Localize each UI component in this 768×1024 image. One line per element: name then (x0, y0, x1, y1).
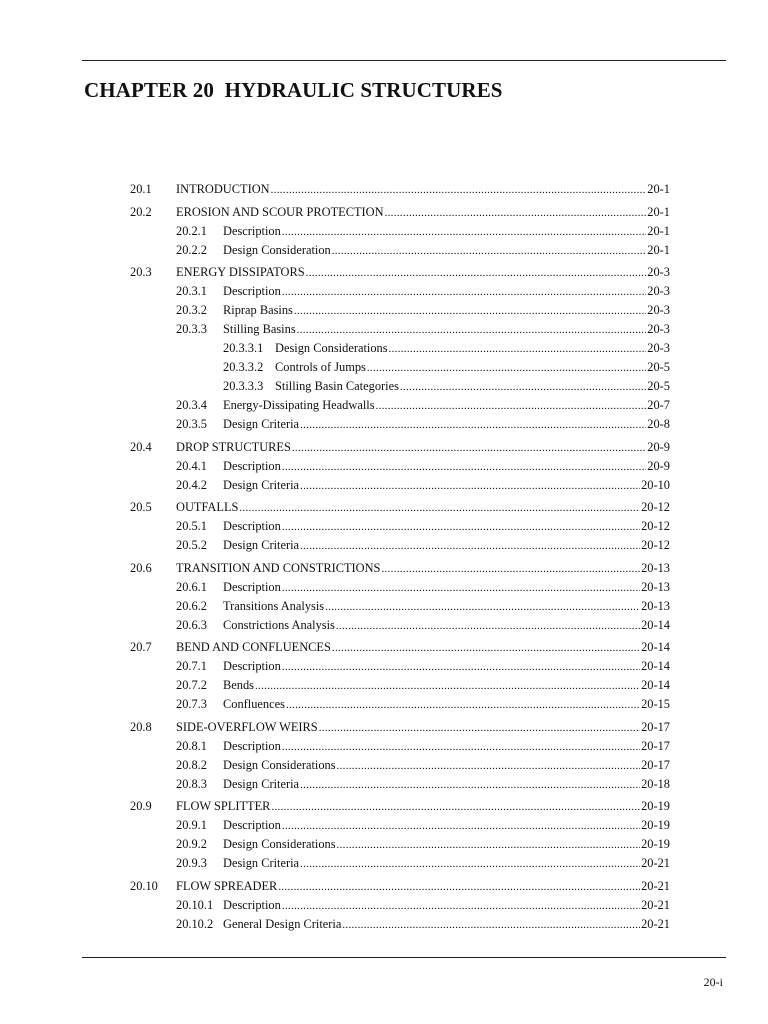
toc-entry-number: 20.7.3 (176, 697, 207, 711)
toc-entry[interactable] (130, 519, 670, 538)
toc-entry-page: 20-5 (647, 379, 670, 393)
dot-leader (385, 207, 647, 219)
toc-entry-page: 20-12 (641, 538, 670, 552)
toc-entry-number: 20.4.2 (176, 477, 207, 492)
toc-entry-title: Design Considerations (275, 341, 388, 355)
toc-entry-title: Riprap Basins (223, 303, 293, 317)
toc-entry[interactable] (130, 265, 670, 284)
toc-entry-title: Description (223, 458, 281, 473)
toc-entry-page: 20-21 (641, 916, 670, 931)
toc-entry-number: 20.9.3 (176, 856, 207, 870)
toc-entry-page: 20-13 (641, 598, 670, 613)
toc-entry-number: 20.7 (130, 640, 152, 654)
toc-entry-page: 20-13 (641, 579, 670, 594)
toc-entry-page: 20-21 (641, 897, 670, 912)
toc-entry-page: 20-19 (641, 799, 670, 813)
dot-leader (306, 267, 647, 279)
dot-leader (239, 502, 640, 514)
toc-entry-page: 20-21 (641, 878, 670, 893)
toc-entry[interactable] (130, 322, 670, 341)
toc-entry-number: 20.9 (130, 799, 152, 813)
toc-entry[interactable] (130, 818, 670, 837)
toc-entry-title: Design Considerations (223, 757, 336, 772)
toc-entry-page: 20-1 (647, 242, 670, 257)
toc-entry-page: 20-3 (647, 284, 670, 298)
toc-entry[interactable] (130, 360, 670, 379)
toc-entry-title: Description (223, 223, 281, 238)
toc-entry-number: 20.7.2 (176, 678, 207, 692)
dot-leader (300, 480, 640, 492)
dot-leader (282, 461, 646, 473)
toc-entry-title: INTRODUCTION (176, 182, 270, 196)
toc-entry-title: Constrictions Analysis (223, 617, 335, 632)
toc-entry[interactable] (130, 618, 670, 637)
toc-entry-title: Design Criteria (223, 856, 300, 870)
toc-entry-title: Description (223, 284, 281, 298)
toc-entry[interactable] (130, 243, 670, 262)
toc-entry[interactable] (130, 459, 670, 478)
dot-leader (282, 741, 640, 753)
toc-entry[interactable] (130, 224, 670, 243)
toc-entry[interactable] (130, 580, 670, 599)
dot-leader (336, 620, 640, 632)
toc-entry-number: 20.3 (130, 265, 152, 279)
dot-leader (342, 919, 640, 931)
dot-leader (300, 779, 640, 791)
toc-entry-page: 20-12 (641, 500, 670, 514)
page-number: 20-i (703, 975, 723, 989)
toc-entry-number: 20.6.2 (176, 598, 207, 613)
toc-entry-title: Energy-Dissipating Headwalls (223, 398, 375, 412)
toc-entry-number: 20.3.3.1 (223, 341, 264, 355)
toc-entry[interactable] (130, 799, 670, 818)
dot-leader (367, 362, 646, 374)
toc-entry[interactable] (130, 856, 670, 875)
toc-entry-title: TRANSITION AND CONSTRICTIONS (176, 560, 381, 575)
toc-entry-page: 20-3 (647, 341, 670, 355)
toc-entry-number: 20.3.1 (176, 284, 207, 298)
toc-entry-title: Design Criteria (223, 477, 300, 492)
toc-entry-page: 20-14 (641, 640, 670, 654)
toc-entry-title: Description (223, 738, 281, 753)
dot-leader (332, 642, 640, 654)
dot-leader (337, 839, 641, 851)
toc-entry-number: 20.1 (130, 182, 152, 196)
toc-entry-number: 20.2 (130, 204, 152, 219)
dot-leader (271, 801, 640, 813)
toc-entry[interactable] (130, 898, 670, 917)
toc-entry-number: 20.6.3 (176, 617, 207, 632)
toc-entry-number: 20.6 (130, 560, 152, 575)
toc-entry-title: Transitions Analysis (223, 598, 325, 613)
dot-leader (282, 661, 640, 673)
toc-entry-title: Confluences (223, 697, 285, 711)
toc-entry-number: 20.8.1 (176, 738, 207, 753)
table-of-contents (130, 182, 670, 936)
toc-entry-title: OUTFALLS (176, 500, 239, 514)
toc-entry[interactable] (130, 398, 670, 417)
toc-entry[interactable] (130, 417, 670, 436)
toc-entry-page: 20-21 (641, 856, 670, 870)
toc-entry[interactable] (130, 777, 670, 796)
toc-entry-page: 20-3 (647, 303, 670, 317)
toc-entry-title: Design Criteria (223, 776, 300, 791)
dot-leader (381, 563, 640, 575)
toc-entry-page: 20-1 (647, 223, 670, 238)
toc-entry-number: 20.5 (130, 500, 152, 514)
toc-entry-number: 20.4 (130, 439, 152, 454)
toc-entry-page: 20-13 (641, 560, 670, 575)
dot-leader (297, 324, 647, 336)
dot-leader (332, 245, 647, 257)
dot-leader (282, 900, 640, 912)
toc-entry-number: 20.9.1 (176, 818, 207, 832)
toc-entry-page: 20-18 (641, 776, 670, 791)
dot-leader (292, 442, 646, 454)
toc-entry[interactable] (130, 538, 670, 557)
footer-rule (82, 957, 726, 958)
dot-leader (282, 521, 640, 533)
toc-entry[interactable] (130, 640, 670, 659)
toc-entry-title: Description (223, 579, 281, 594)
toc-entry-title: Description (223, 897, 281, 912)
toc-entry-title: Bends (223, 678, 254, 692)
toc-entry[interactable] (130, 561, 670, 580)
toc-entry-number: 20.5.2 (176, 538, 207, 552)
toc-entry-number: 20.9.2 (176, 837, 207, 851)
toc-entry-page: 20-19 (641, 837, 670, 851)
dot-leader (337, 760, 641, 772)
toc-entry-number: 20.10.2 (176, 916, 214, 931)
toc-entry-page: 20-9 (647, 439, 670, 454)
dot-leader (389, 343, 647, 355)
dot-leader (325, 601, 640, 613)
toc-entry-page: 20-8 (647, 417, 670, 431)
toc-entry-title: BEND AND CONFLUENCES (176, 640, 331, 654)
toc-entry-title: General Design Criteria (223, 916, 342, 931)
toc-entry[interactable] (130, 659, 670, 678)
dot-leader (282, 820, 640, 832)
toc-entry[interactable] (130, 697, 670, 716)
toc-entry[interactable] (130, 739, 670, 758)
dot-leader (300, 419, 646, 431)
toc-entry-title: EROSION AND SCOUR PROTECTION (176, 204, 384, 219)
toc-entry[interactable] (130, 758, 670, 777)
dot-leader (282, 226, 646, 238)
toc-entry[interactable] (130, 341, 670, 360)
dot-leader (255, 680, 640, 692)
toc-entry-number: 20.6.1 (176, 579, 207, 594)
toc-entry-number: 20.8.3 (176, 776, 207, 791)
toc-entry[interactable] (130, 500, 670, 519)
toc-entry-number: 20.2.2 (176, 242, 207, 257)
toc-entry-page: 20-12 (641, 519, 670, 533)
dot-leader (286, 699, 640, 711)
toc-entry[interactable] (130, 720, 670, 739)
toc-entry-title: FLOW SPREADER (176, 878, 278, 893)
toc-entry[interactable] (130, 678, 670, 697)
toc-entry[interactable] (130, 182, 670, 201)
toc-entry-number: 20.2.1 (176, 223, 207, 238)
dot-leader (376, 400, 647, 412)
dot-leader (278, 881, 640, 893)
toc-entry[interactable] (130, 837, 670, 856)
dot-leader (319, 722, 640, 734)
toc-entry-page: 20-14 (641, 659, 670, 673)
toc-entry-page: 20-15 (641, 697, 670, 711)
dot-leader (300, 858, 640, 870)
toc-entry-title: Design Criteria (223, 538, 300, 552)
toc-entry-number: 20.5.1 (176, 519, 207, 533)
toc-entry-title: SIDE-OVERFLOW WEIRS (176, 719, 318, 734)
dot-leader (300, 540, 640, 552)
toc-entry[interactable] (130, 284, 670, 303)
toc-entry[interactable] (130, 303, 670, 322)
toc-entry-page: 20-10 (641, 477, 670, 492)
dot-leader (282, 286, 646, 298)
dot-leader (271, 184, 647, 196)
toc-entry-title: Design Criteria (223, 417, 300, 431)
toc-entry-number: 20.3.3 (176, 322, 207, 336)
toc-entry[interactable] (130, 440, 670, 459)
toc-entry-title: DROP STRUCTURES (176, 439, 291, 454)
header-rule (82, 60, 726, 61)
toc-entry-number: 20.8.2 (176, 757, 207, 772)
toc-entry-number: 20.10.1 (176, 897, 214, 912)
toc-entry-title: ENERGY DISSIPATORS (176, 265, 305, 279)
toc-entry-page: 20-3 (647, 265, 670, 279)
toc-entry-title: Design Consideration (223, 242, 331, 257)
toc-entry-title: FLOW SPLITTER (176, 799, 271, 813)
toc-entry-title: Description (223, 519, 281, 533)
toc-entry-number: 20.3.2 (176, 303, 207, 317)
dot-leader (294, 305, 646, 317)
toc-entry-number: 20.3.4 (176, 398, 207, 412)
dot-leader (282, 582, 640, 594)
toc-entry-page: 20-5 (647, 360, 670, 374)
toc-entry-page: 20-1 (647, 182, 670, 196)
chapter-title: CHAPTER 20 HYDRAULIC STRUCTURES (84, 78, 503, 102)
toc-entry-title: Controls of Jumps (275, 360, 366, 374)
toc-entry-number: 20.3.5 (176, 417, 207, 431)
toc-entry-page: 20-14 (641, 678, 670, 692)
toc-entry-number: 20.8 (130, 719, 152, 734)
toc-entry[interactable] (130, 917, 670, 936)
toc-entry-page: 20-17 (641, 738, 670, 753)
toc-entry[interactable] (130, 478, 670, 497)
toc-entry-number: 20.7.1 (176, 659, 207, 673)
toc-entry-page: 20-7 (647, 398, 670, 412)
toc-entry-title: Design Considerations (223, 837, 336, 851)
toc-entry-number: 20.3.3.2 (223, 360, 264, 374)
toc-entry-number: 20.10 (130, 878, 158, 893)
toc-entry-page: 20-17 (641, 719, 670, 734)
toc-entry-title: Stilling Basins (223, 322, 296, 336)
toc-entry-page: 20-19 (641, 818, 670, 832)
toc-entry-page: 20-17 (641, 757, 670, 772)
toc-entry-number: 20.4.1 (176, 458, 207, 473)
dot-leader (400, 381, 646, 393)
toc-entry[interactable] (130, 879, 670, 898)
toc-entry-page: 20-14 (641, 617, 670, 632)
toc-entry-page: 20-9 (647, 458, 670, 473)
toc-entry-page: 20-1 (647, 204, 670, 219)
toc-entry[interactable] (130, 599, 670, 618)
toc-entry[interactable] (130, 205, 670, 224)
toc-entry-title: Description (223, 659, 281, 673)
toc-entry-page: 20-3 (647, 322, 670, 336)
toc-entry-title: Description (223, 818, 281, 832)
toc-entry-title: Stilling Basin Categories (275, 379, 399, 393)
toc-entry[interactable] (130, 379, 670, 398)
toc-entry-number: 20.3.3.3 (223, 379, 264, 393)
